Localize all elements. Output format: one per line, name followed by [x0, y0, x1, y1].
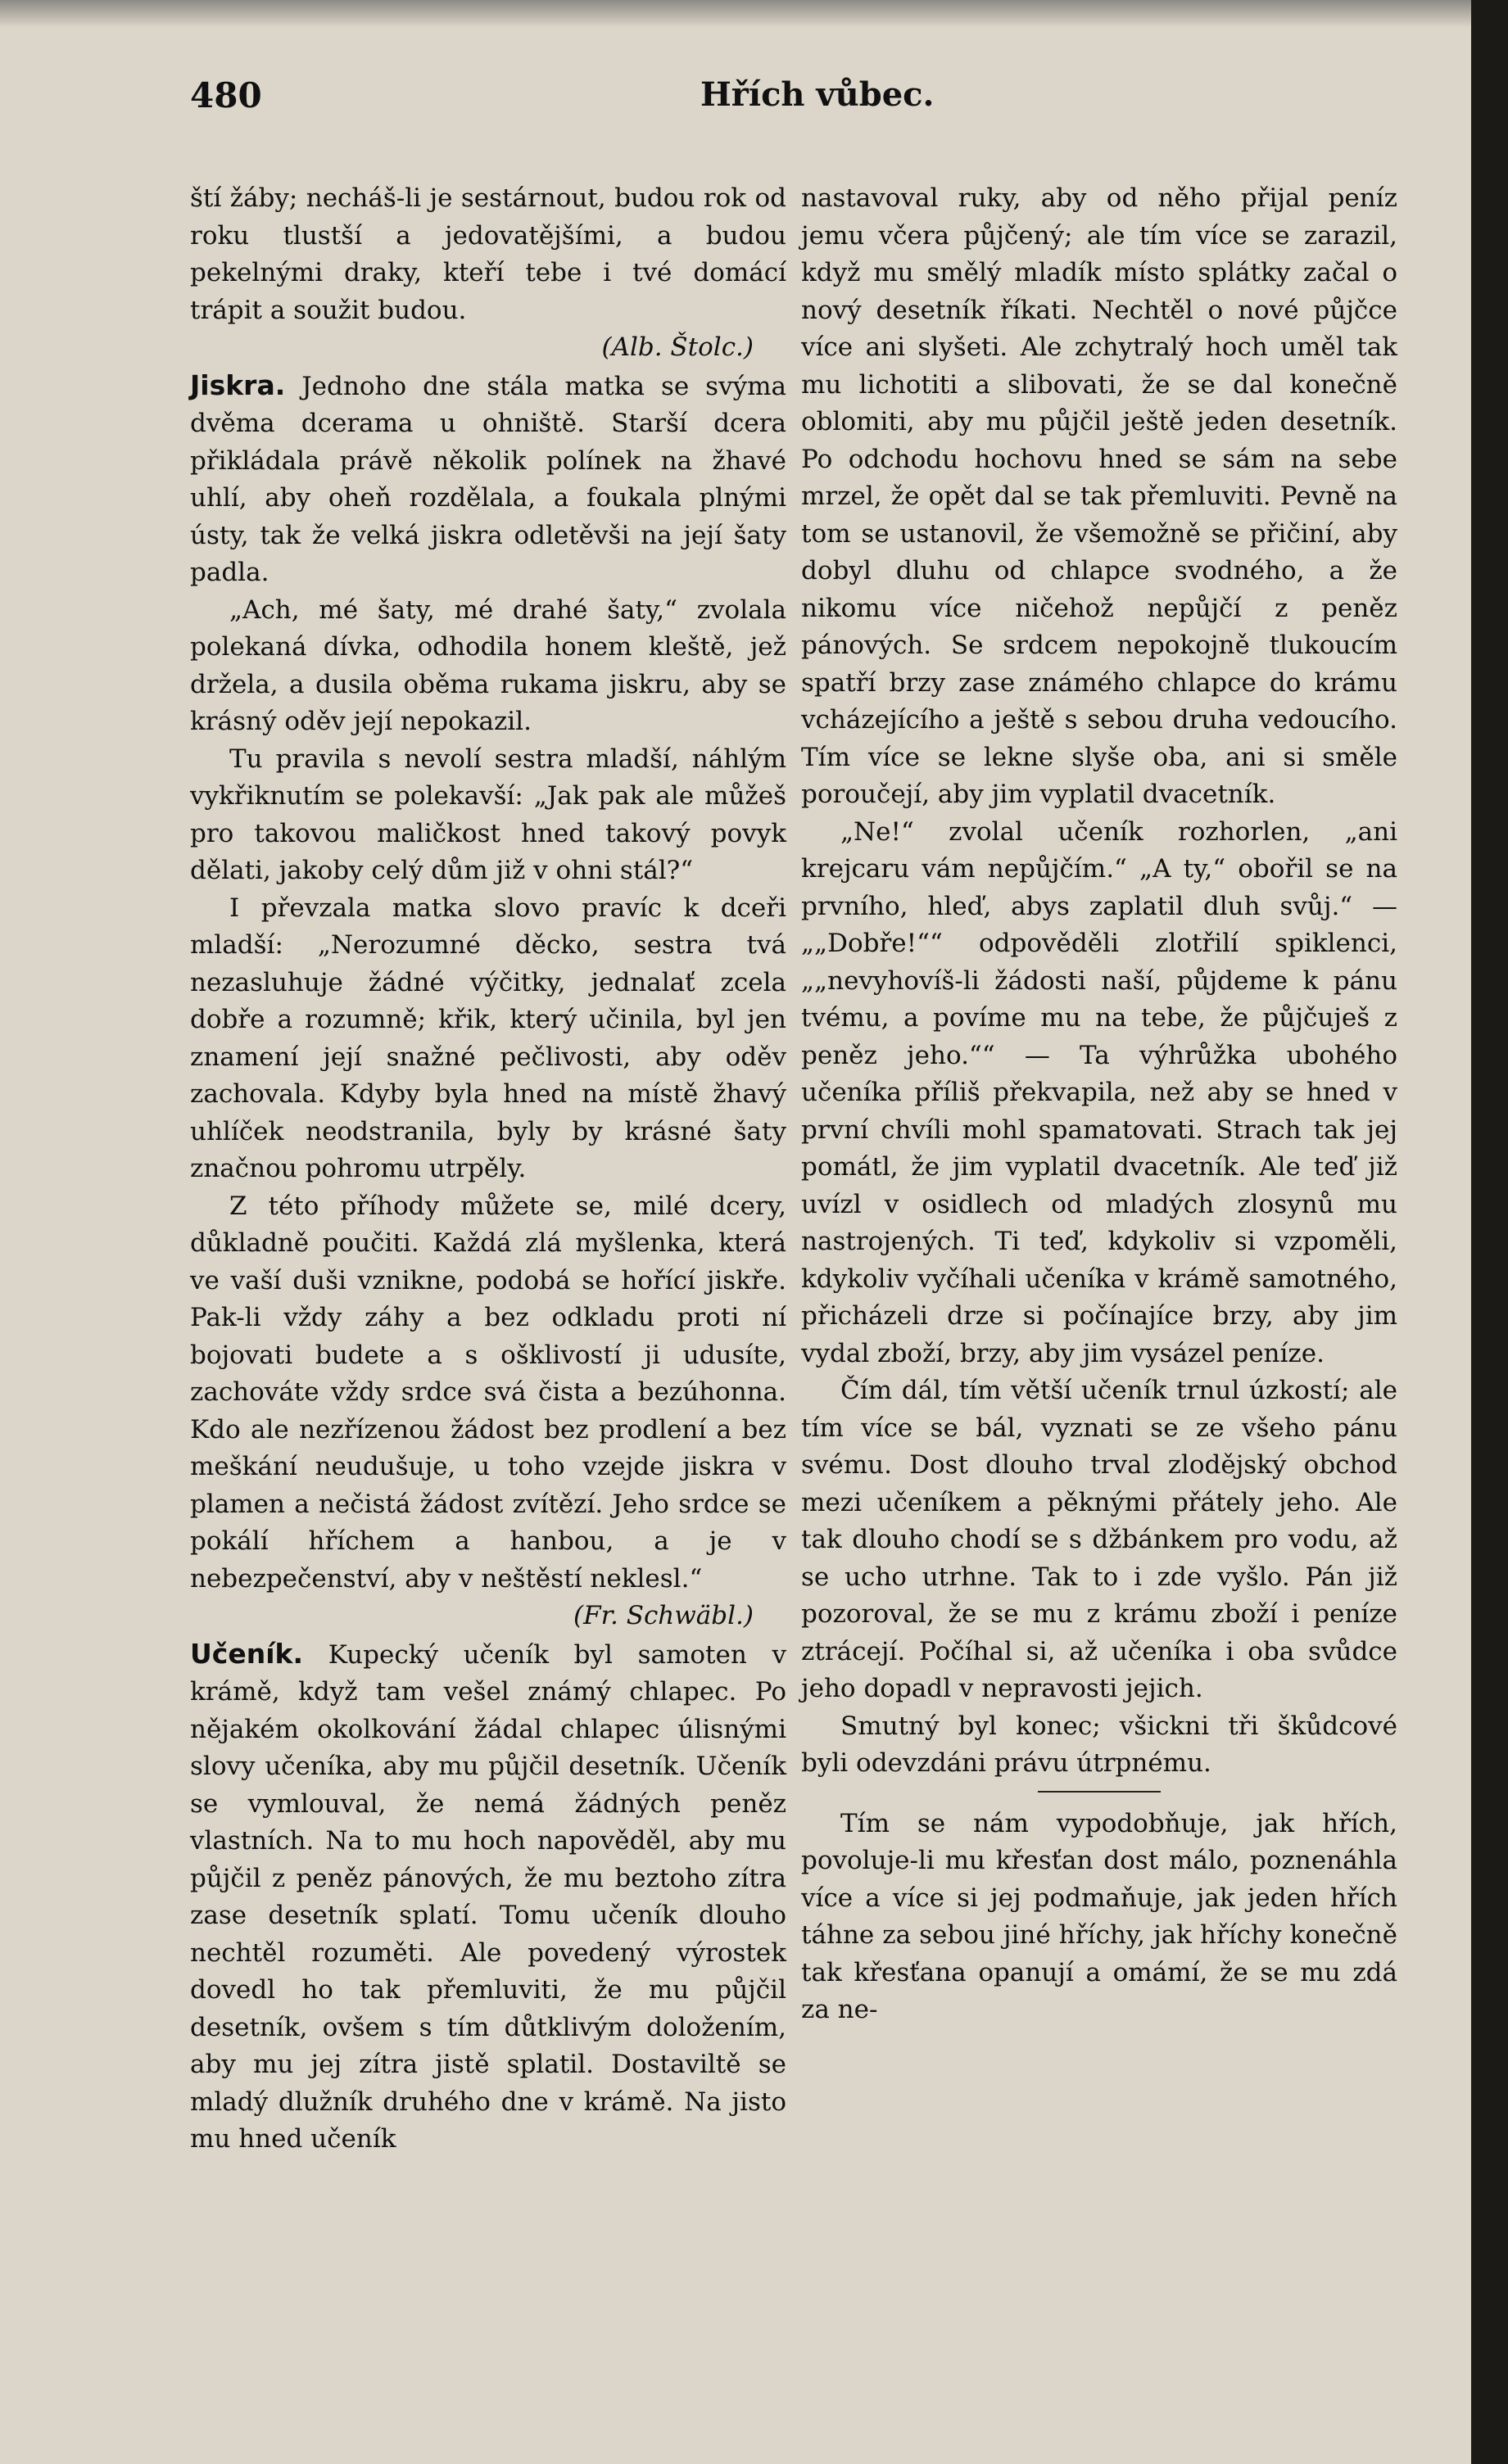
entry-heading: Učeník.: [190, 1637, 304, 1670]
entry-heading: Jiskra.: [190, 368, 286, 401]
paragraph-text: Jednoho dne stála matka se svýma dvěma dcerama u ohniště. Starší dcera přikládala právě několik polínek na žhavé uhlí, aby oheň rozdělala, a foukala plnými ústy, tak že velká jiskra odletěvši na její šaty padla.: [190, 371, 786, 587]
paragraph: nastavoval ruky, aby od něho přijal peníz jemu včera půjčený; ale tím více se zarazil, když mu smělý mladík místo splátky začal o nový desetník říkati. Nechtěl o nové půjčce více ani slyšeti. Ale zchytralý hoch uměl tak mu lichotiti a slibovati, že se dal konečně oblomiti, aby mu půjčil ještě jeden desetník. Po odchodu hochovu hned se sám na sebe mrzel, že opět dal se tak přemluviti. Pevně na tom se ustanovil, že všemožně se přičiní, aby dobyl dluhu od chlapce svodného, a že nikomu více ničehož nepůjčí z peněz pánových. Se srdcem nepokojně tlukoucím spatří brzy zase známého chlapce do krámu vcházejícího a ještě s sebou druha vedoucího. Tím více se lekne slyše oba, ani si směle poroučejí, aby jim vyplatil dvacetník.: [801, 183, 1397, 809]
paragraph: ští žáby; necháš-li je sestárnout, budou rok od roku tlustší a jedovatějšími, a budou pekelnými draky, kteří tebe i tvé domácí trápit a soužit budou.: [190, 183, 786, 325]
citation: (Fr. Schwäbl.): [573, 1601, 754, 1630]
page-header: [0, 75, 1508, 124]
right-column: [801, 180, 1397, 2029]
paragraph: [190, 1635, 786, 2159]
page-number: 480: [190, 75, 262, 115]
paragraph: Z této příhody můžete se, milé dcery, důkladně poučiti. Každá zlá myšlenka, která ve vaší duši vznikne, podobá se hořící jiskře. Pak-li vždy záhy a bez odkladu proti ní bojovati budete a s ošklivostí ji udusíte, zachováte vždy srdce svá čista a bezúhonna. Kdo ale nezřízenou žádost bez prodlení a bez meškání neudušuje, u toho vzejde jiskra v plamen a nečistá žádost zvítězí. Jeho srdce se pokálí hříchem a hanbou, a je v nebezpečenství, aby v neštěstí neklesl.“: [190, 1191, 786, 1594]
citation: (Alb. Štolc.): [601, 332, 754, 362]
paragraph-text: Kupecký učeník byl samoten v krámě, když tam vešel známý chlapec. Po nějakém okolkování žádal chlapec úlisnými slovy učeníka, aby mu půjčil desetník. Učeník se vymlouval, že nemá žádných peněz vlastních. Na to mu hoch napověděl, aby mu půjčil z peněz pánových, že mu beztoho zítra zase desetník splatí. Tomu učeník dlouho nechtěl rozuměti. Ale povedený výrostek dovedl ho tak přemluviti, že mu půjčil desetník, ovšem s tím důtklivým doložením, aby mu jej zítra jistě splatil. Dostaviltě se mladý dlužník druhého dne v krámě. Na jisto mu hned učeník: [190, 1639, 786, 2154]
running-title: Hřích vůbec.: [700, 75, 935, 114]
paragraph: Čím dál, tím větší učeník trnul úzkostí; ale tím více se bál, vyznati se ze všeho pánu svému. Dost dlouho trval zlodějský obchod mezi učeníkem a pěknými přátely jeho. Ale tak dlouho chodí se s džbánkem pro vodu, až se ucho utrhne. Tak to i zde vyšlo. Pán již pozoroval, že se mu z krámu zboží i peníze ztrácejí. Počíhal si, až učeníka i oba svůdce jeho dopadl v nepravosti jejich.: [801, 1376, 1397, 1703]
scan-top-edge: [0, 0, 1508, 28]
paragraph: I převzala matka slovo pravíc k dceři mladší: „Nerozumné děcko, sestra tvá nezasluhuje žádné výčitky, jednalať zcela dobře a rozumně; křik, který učinila, byl jen znamení její snažné pečlivosti, aby oděv zachovala. Kdyby byla hned na místě žhavý uhlíček neodstranila, byly by krásné šaty značnou pohromu utrpěly.: [190, 893, 786, 1183]
paragraph: „Ach, mé šaty, mé drahé šaty,“ zvolala polekaná dívka, odhodila honem kleště, jež držela, a dusila oběma rukama jiskru, aby se krásný oděv její nepokazil.: [190, 595, 786, 736]
paragraph: [190, 367, 786, 592]
paragraph: „Ne!“ zvolal učeník rozhorlen, „ani krejcaru vám nepůjčím.“ „A ty,“ obořil se na prvního, hleď, abys zaplatil dluh svůj.“ — „„Dobře!““ odpověděli zlotřilí spiklenci, „„nevyhovíš-li žádosti naší, půjdeme k pánu tvému, a povíme mu na tebe, že půjčuješ z peněz jeho.““ — Ta výhrůžka ubohého učeníka příliš překvapila, než aby se hned v první chvíli mohl spamatovati. Strach tak jej pomátl, že jim vyplatil dvacetník. Ale teď již uvízl v osidlech od mladých zlosynů mu nastrojených. Ti teď, kdykoliv si vzpoměli, kdykoliv vyčíhali učeníka v krámě samotného, přicházeli drze si počínajíce brzy, aby jim vydal zboží, brzy, aby jim vysázel peníze.: [801, 816, 1397, 1368]
paragraph: Tím se nám vypodobňuje, jak hřích, povoluje-li mu křesťan dost málo, poznenáhla více a více si jej podmaňuje, jak jeden hřích táhne za sebou jiné hříchy, jak hříchy konečně tak křesťana opanují a omámí, že se mu zdá za ne-: [801, 1808, 1397, 2024]
paragraph: Smutný byl konec; všickni tři škůdcové byli odevzdáni právu útrpnému.: [801, 1711, 1397, 1778]
scan-right-edge: [1471, 0, 1508, 2464]
section-divider: [1038, 1791, 1161, 1793]
paragraph: Tu pravila s nevolí sestra mladší, náhlým vykřiknutím se polekavší: „Jak pak ale můžeš pro takovou maličkost hned takový povyk dělati, jakoby celý dům již v ohni stál?“: [190, 744, 786, 885]
left-column: [190, 180, 786, 2159]
